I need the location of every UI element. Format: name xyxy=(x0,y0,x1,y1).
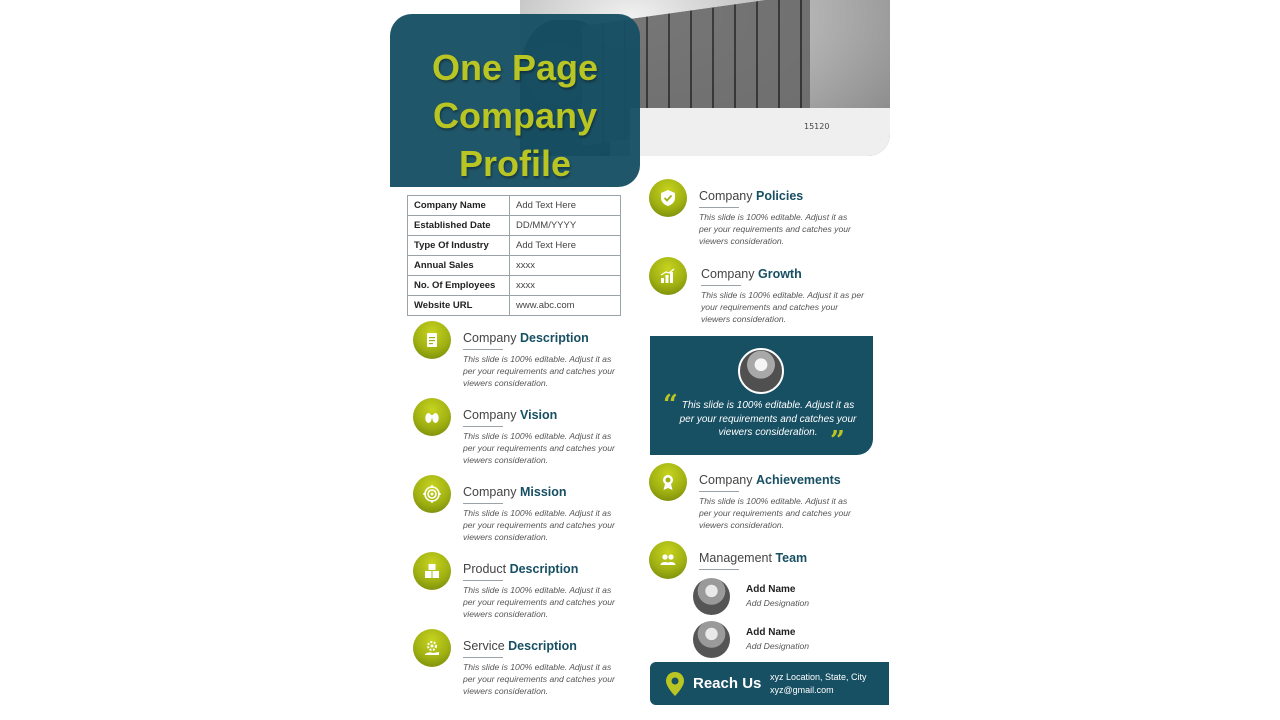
section-description: This slide is 100% editable. Adjust it as per your requirements and catches your viewers consideration. xyxy=(699,212,851,246)
section-title: Company Description xyxy=(463,331,589,345)
avatar xyxy=(738,348,784,394)
section-title: Service Description xyxy=(463,639,577,653)
page-title-line-2: Company xyxy=(432,95,598,136)
section-description: This slide is 100% editable. Adjust it as per your requirements and catches your viewers consideration. xyxy=(463,662,615,696)
table-row xyxy=(408,256,621,276)
table-key: Type Of Industry xyxy=(408,236,510,256)
binoculars-icon xyxy=(413,398,451,436)
company-info-table xyxy=(407,195,621,316)
address-text: xyz Location, State, City xyxy=(770,672,867,682)
section-description: This slide is 100% editable. Adjust it as per your requirements and catches your viewers consideration. xyxy=(463,508,615,542)
section-title: Company Vision xyxy=(463,408,558,422)
member-designation: Add Designation xyxy=(746,598,810,608)
table-value: DD/MM/YYYY xyxy=(510,216,621,236)
reach-us-bar xyxy=(650,662,889,705)
table-value: www.abc.com xyxy=(510,296,621,316)
table-key: Company Name xyxy=(408,196,510,216)
location-pin-icon xyxy=(664,671,686,697)
contact-details xyxy=(770,671,867,696)
target-icon xyxy=(413,475,451,513)
section-title: Company Mission xyxy=(463,485,567,499)
section-title: Product Description xyxy=(463,562,579,576)
document-icon xyxy=(413,321,451,359)
section-description: This slide is 100% editable. Adjust it as per your requirements and catches your viewers consideration. xyxy=(463,431,615,465)
avatar xyxy=(693,621,730,658)
team-icon xyxy=(649,541,687,579)
section-title: Company Growth xyxy=(701,267,802,281)
table-key: Established Date xyxy=(408,216,510,236)
table-value: Add Text Here xyxy=(510,196,621,216)
avatar xyxy=(693,578,730,615)
page-title-line-3: Profile xyxy=(458,143,572,184)
table-row xyxy=(408,276,621,296)
boxes-icon xyxy=(413,552,451,590)
section-description: This slide is 100% editable. Adjust it as per your requirements and catches your viewers consideration. xyxy=(699,496,851,530)
quote-text: This slide is 100% editable. Adjust it as per your requirements and catches your viewers consideration. xyxy=(679,400,857,438)
shield-check-icon xyxy=(649,179,687,217)
table-key: No. Of Employees xyxy=(408,276,510,296)
bar-chart-icon xyxy=(649,257,687,295)
table-value: xxxx xyxy=(510,256,621,276)
table-value: xxxx xyxy=(510,276,621,296)
table-key: Website URL xyxy=(408,296,510,316)
section-title: Company Policies xyxy=(699,189,804,203)
table-key: Annual Sales xyxy=(408,256,510,276)
building-number: 15120 xyxy=(804,122,830,131)
member-designation: Add Designation xyxy=(746,641,810,651)
award-icon xyxy=(649,463,687,501)
table-value: Add Text Here xyxy=(510,236,621,256)
close-quote-icon: ” xyxy=(830,426,845,456)
reach-us-label: Reach Us xyxy=(693,675,762,692)
section-title: Management Team xyxy=(699,551,808,565)
section-description: This slide is 100% editable. Adjust it as per your requirements and catches your viewers consideration. xyxy=(463,354,615,388)
open-quote-icon: “ xyxy=(663,390,678,420)
section-title: Company Achievements xyxy=(699,473,841,487)
member-name: Add Name xyxy=(746,584,796,595)
gear-hand-icon xyxy=(413,629,451,667)
page-title xyxy=(390,44,640,188)
profile-page xyxy=(390,0,890,720)
email-text: xyz@gmail.com xyxy=(770,684,834,695)
table-row xyxy=(408,236,621,256)
page-title-line-1: One Page xyxy=(431,47,599,88)
table-row xyxy=(408,296,621,316)
section-description: This slide is 100% editable. Adjust it as per your requirements and catches your viewers consideration. xyxy=(701,290,865,324)
section-description: This slide is 100% editable. Adjust it as per your requirements and catches your viewers consideration. xyxy=(463,585,615,619)
testimonial-quote xyxy=(650,336,873,455)
title-box xyxy=(390,14,640,187)
table-row xyxy=(408,196,621,216)
table-row xyxy=(408,216,621,236)
member-name: Add Name xyxy=(746,627,796,638)
